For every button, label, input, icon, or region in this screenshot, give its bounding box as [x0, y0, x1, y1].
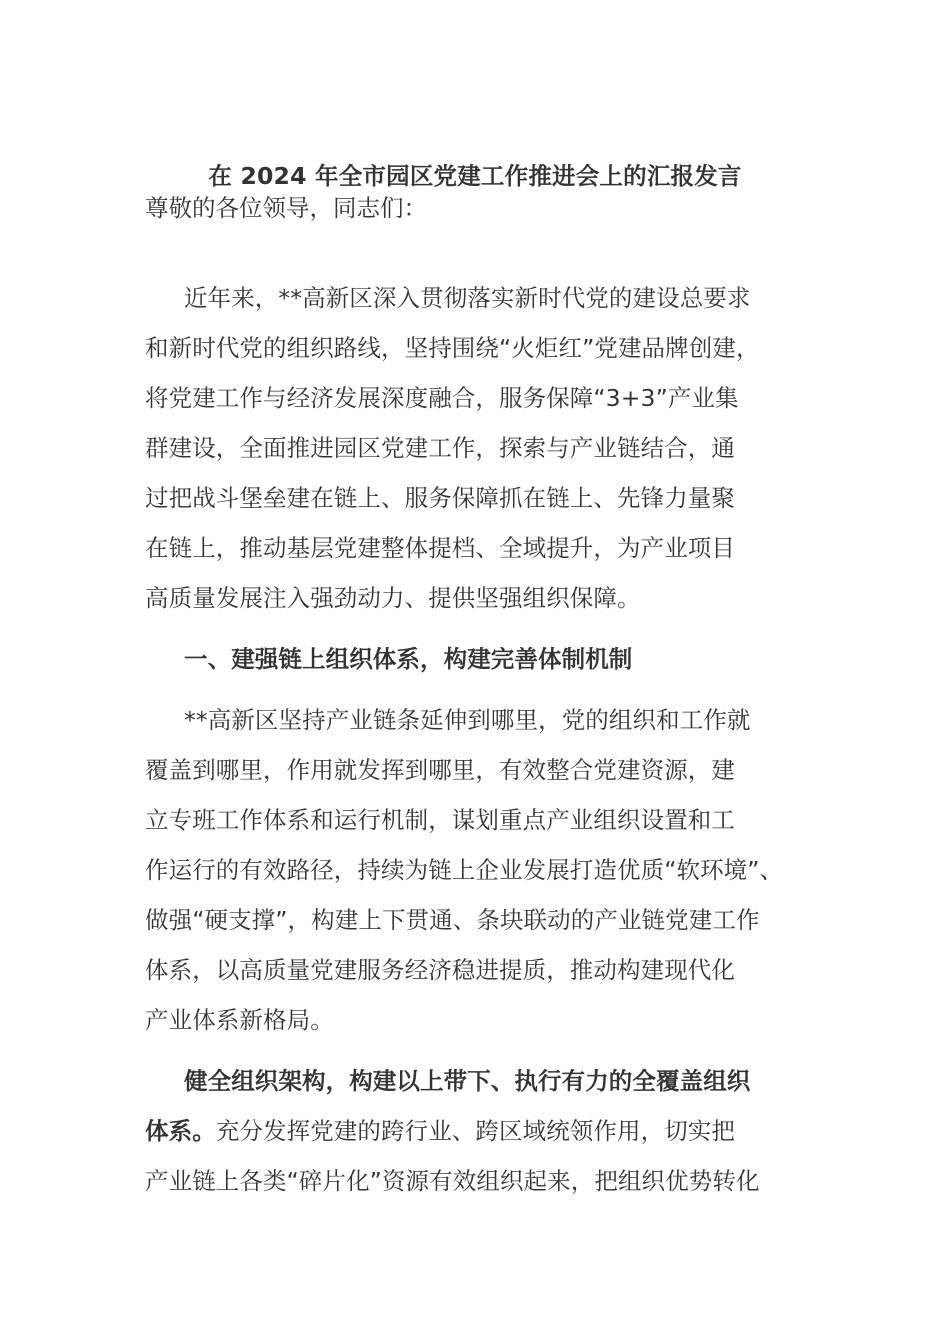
- paragraph-lead-bold: 健全组织架构，构建以上带下、执行有力的全覆盖组织: [184, 1067, 751, 1095]
- paragraph-intro: [145, 273, 810, 623]
- section-heading-1: [145, 634, 810, 684]
- paragraph-line: 高质量发展注入强劲动力、提供坚强组织保障。: [145, 584, 641, 612]
- paragraph-line: **高新区坚持产业链条延伸到哪里，党的组织和工作就: [184, 706, 751, 734]
- paragraph-line: 产业链上各类“碎片化”资源有效组织起来，把组织优势转化: [145, 1167, 760, 1195]
- document-title: 在 2024 年全市园区党建工作推进会上的汇报发言: [208, 162, 742, 190]
- paragraph-organization: [145, 1056, 810, 1206]
- salutation: 尊敬的各位领导，同志们：: [145, 194, 427, 222]
- paragraph-line: 近年来，**高新区深入贯彻落实新时代党的建设总要求: [184, 284, 751, 312]
- paragraph-line: [145, 1106, 810, 1156]
- paragraph-lead-bold-end: 体系。: [145, 1117, 216, 1145]
- paragraph-line: 在链上，推动基层党建整体提档、全域提升，为产业项目: [145, 534, 735, 562]
- paragraph-line: 和新时代党的组织路线，坚持围绕“火炬红”党建品牌创建，: [145, 334, 760, 362]
- paragraph-line: 体系，以高质量党建服务经济稳进提质，推动构建现代化: [145, 956, 735, 984]
- paragraph-line: 产业体系新格局。: [145, 1006, 334, 1034]
- paragraph-line: 覆盖到哪里，作用就发挥到哪里，有效整合党建资源，建: [145, 756, 735, 784]
- section-heading-text: 一、建强链上组织体系，构建完善体制机制: [184, 645, 633, 673]
- paragraph-line: 立专班工作体系和运行机制，谋划重点产业组织设置和工: [145, 806, 735, 834]
- paragraph-line: 作运行的有效路径，持续为链上企业发展打造优质“软环境”、: [145, 856, 784, 884]
- paragraph-text: 充分发挥党建的跨行业、跨区域统领作用，切实把: [215, 1117, 736, 1145]
- paragraph-line: 将党建工作与经济发展深度融合，服务保障“3+3”产业集: [145, 384, 739, 412]
- paragraph-line: 做强“硬支撑”，构建上下贯通、条块联动的产业链党建工作: [145, 906, 760, 934]
- paragraph-line: 过把战斗堡垒建在链上、服务保障抓在链上、先锋力量聚: [145, 484, 735, 512]
- paragraph-section-1: [145, 695, 810, 1045]
- paragraph-line: 群建设，全面推进园区党建工作，探索与产业链结合，通: [145, 434, 735, 462]
